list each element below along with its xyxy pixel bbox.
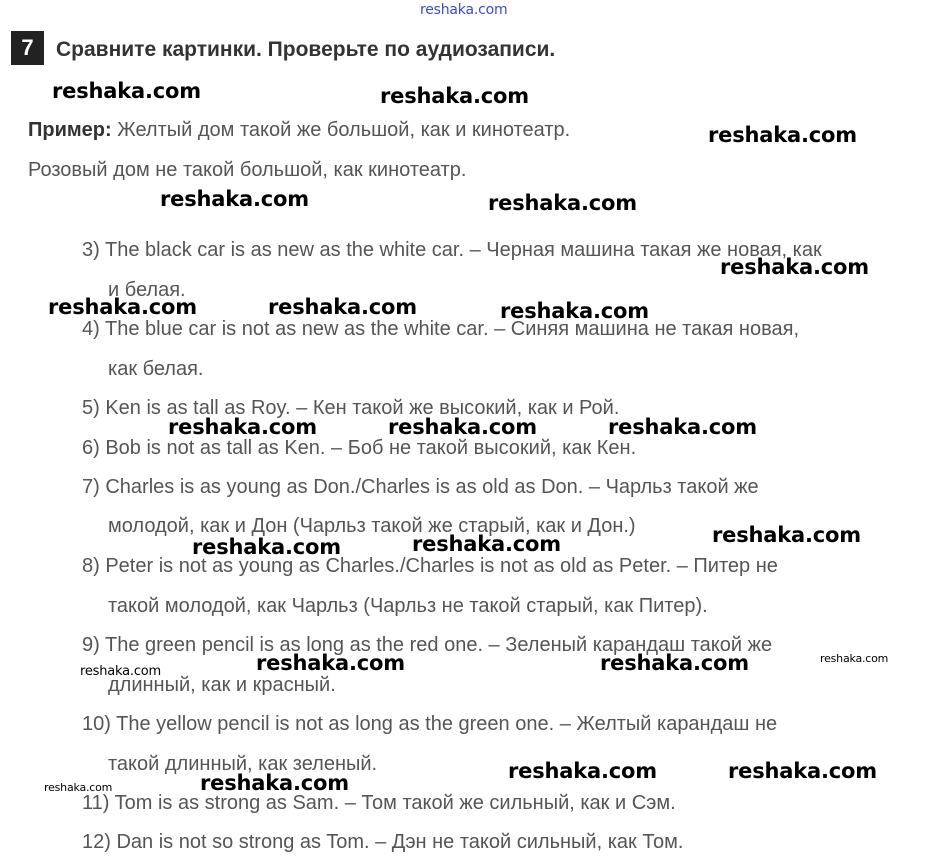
answer-10-line-2: такой длинный, как зеленый.	[108, 753, 378, 775]
watermark: reshaka.com	[52, 79, 201, 103]
answer-8-line-2: такой молодой, как Чарльз (Чарльз не такой старый, как Питер).	[108, 595, 708, 617]
watermark: reshaka.com	[160, 187, 309, 211]
watermark-small: reshaka.com	[44, 781, 113, 794]
example-line-2: Розовый дом не такой большой, как кинотеатр.	[28, 159, 467, 181]
watermark: reshaka.com	[500, 299, 649, 323]
watermark: reshaka.com	[192, 535, 341, 559]
answer-7-line-1: 7) Charles is as young as Don./Charles is as old as Don. – Чарльз такой же	[82, 476, 759, 498]
watermark: reshaka.com	[608, 415, 757, 439]
answer-4-line-2: как белая.	[108, 358, 204, 380]
example-label: Пример:	[28, 119, 112, 141]
watermark: reshaka.com	[720, 255, 869, 279]
example-text-1: Желтый дом такой же большой, как и кинотеатр.	[111, 119, 571, 141]
answer-12: 12) Dan is not so strong as Tom. – Дэн не такой сильный, как Том.	[82, 831, 684, 853]
task-title: Сравните картинки. Проверьте по аудиозаписи.	[56, 38, 556, 61]
task-number: 7	[11, 31, 44, 65]
answer-5: 5) Ken is as tall as Roy. – Кен такой же высокий, как и Рой.	[82, 397, 620, 419]
answer-4-line-1: 4) The blue car is not as new as the white car. – Синяя машина не такая новая,	[82, 318, 800, 340]
watermark: reshaka.com	[380, 84, 529, 108]
watermark: reshaka.com	[168, 415, 317, 439]
answer-9-line-2: длинный, как и красный.	[108, 674, 336, 696]
answer-3-line-2: и белая.	[108, 279, 186, 301]
answer-8-line-1: 8) Peter is not as young as Charles./Charles is not as old as Peter. – Питер не	[82, 555, 778, 577]
watermark: reshaka.com	[508, 759, 657, 783]
watermark: reshaka.com	[600, 651, 749, 675]
watermark-small: reshaka.com	[820, 652, 889, 665]
answer-10-line-1: 10) The yellow pencil is not as long as the green one. – Желтый карандаш не	[82, 713, 778, 735]
watermark: reshaka.com	[712, 523, 861, 547]
answer-7-line-2: молодой, как и Дон (Чарльз такой же старый, как и Дон.)	[108, 515, 636, 537]
watermark: reshaka.com	[48, 295, 197, 319]
answer-3-line-1: 3) The black car is as new as the white car. – Черная машина такая же новая, как	[82, 239, 822, 261]
watermark: reshaka.com	[256, 651, 405, 675]
watermark: reshaka.com	[200, 771, 349, 795]
answer-11: 11) Tom is as strong as Sam. – Том такой же сильный, как и Сэм.	[82, 792, 676, 814]
watermark: reshaka.com	[388, 415, 537, 439]
answer-6: 6) Bob is not as tall as Ken. – Боб не такой высокий, как Кен.	[82, 437, 637, 459]
watermark: reshaka.com	[488, 191, 637, 215]
watermark: reshaka.com	[412, 532, 561, 556]
watermark: reshaka.com	[728, 759, 877, 783]
watermark: reshaka.com	[708, 123, 857, 147]
watermark-top: reshaka.com	[420, 2, 508, 18]
watermark: reshaka.com	[268, 295, 417, 319]
example-line-1	[28, 119, 570, 142]
answer-9-line-1: 9) The green pencil is as long as the red one. – Зеленый карандаш такой же	[82, 634, 773, 656]
watermark-small: reshaka.com	[80, 664, 161, 679]
